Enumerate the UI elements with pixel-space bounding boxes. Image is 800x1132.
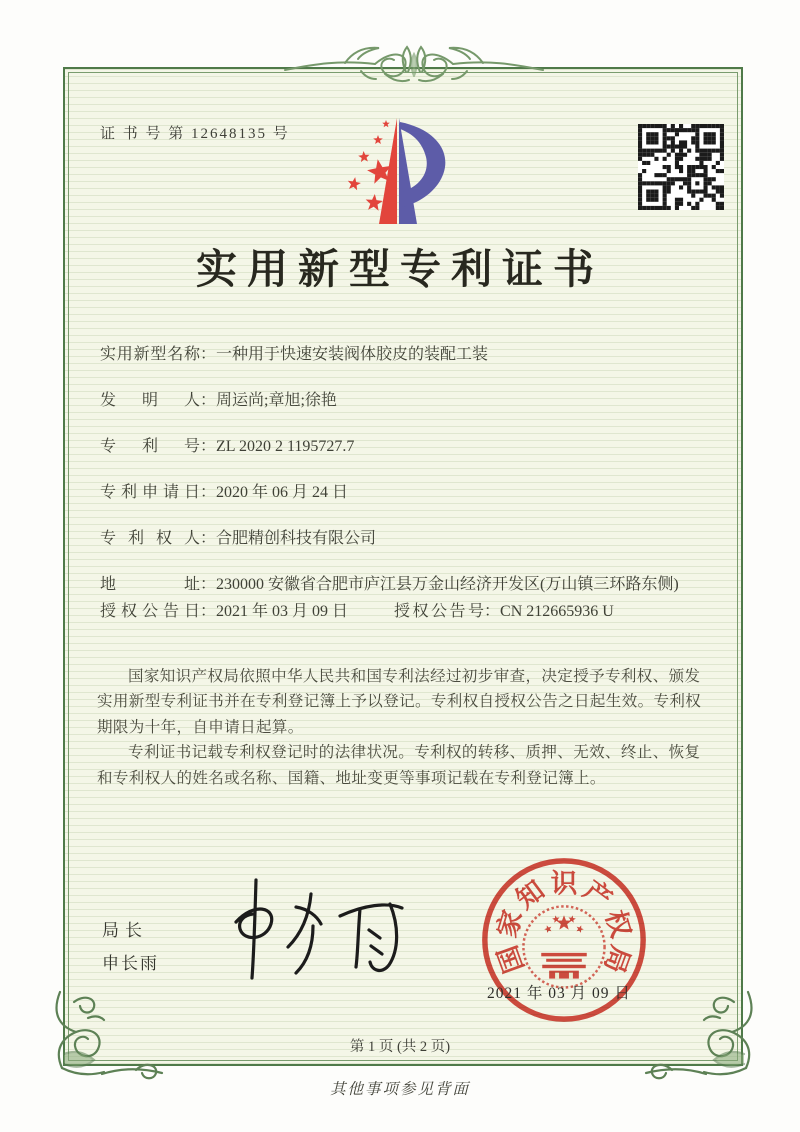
- field-row-name: [100, 341, 714, 368]
- grant-announcement-row: [100, 598, 714, 625]
- grant-number-group: [394, 598, 614, 625]
- colon: ：: [200, 603, 217, 620]
- field-value: 230000 安徽省合肥市庐江县万金山经济开发区(万山镇三环路东侧): [216, 576, 679, 593]
- field-row-filing-date: [100, 479, 714, 506]
- field-row-patent-no: [100, 433, 714, 460]
- signer-name: 申长雨: [102, 954, 159, 973]
- colon: ：: [200, 484, 217, 501]
- page-number: 第 1 页 (共 2 页): [349, 1039, 451, 1055]
- svg-text:知: 知: [510, 874, 550, 915]
- field-row-address: [100, 571, 714, 598]
- field-label: 授权公告号: [394, 603, 485, 620]
- field-row-inventors: [100, 387, 714, 414]
- colon: ：: [484, 603, 501, 620]
- legal-text: [97, 664, 713, 791]
- legal-paragraph-2: 专利证书记载专利权登记时的法律状况。专利权的转移、质押、无效、终止、恢复和专利权人的姓名或名称、国籍、地址变更等事项记载在专利登记簿上。: [97, 744, 701, 787]
- field-label: 地址: [100, 576, 200, 593]
- field-value: 周运尚;章旭;徐艳: [216, 392, 337, 409]
- seal-date: 2021 年 03 月 09 日: [487, 985, 631, 1002]
- grant-number-value: CN 212665936 U: [500, 603, 614, 620]
- field-label: 授权公告日: [100, 603, 200, 620]
- field-label: 专利申请日: [100, 484, 200, 501]
- qr-code: [638, 124, 724, 210]
- field-label: 发明人: [100, 392, 200, 409]
- colon: ：: [200, 576, 217, 593]
- field-label: 专利号: [100, 438, 200, 455]
- colon: ：: [200, 346, 217, 363]
- signer-title: 局长: [102, 921, 148, 940]
- legal-paragraph-1: 国家知识产权局依照中华人民共和国专利法经过初步审查，决定授予专利权、颁发实用新型专利证书并在专利登记簿上予以登记。专利权自授权公告之日起生效。专利权期限为十年，自申请日起算。: [97, 668, 702, 736]
- field-label: 实用新型名称: [100, 346, 200, 363]
- colon: ：: [200, 438, 217, 455]
- grant-date-value: 2021 年 03 月 09 日: [216, 603, 349, 620]
- back-side-note: 其他事项参见背面: [329, 1081, 470, 1098]
- cnipa-red-seal: [470, 846, 658, 1034]
- field-label: 专利权人: [100, 530, 200, 547]
- field-value: 一种用于快速安装阀体胶皮的装配工装: [216, 346, 489, 363]
- handwritten-signature-icon: [212, 874, 412, 984]
- certificate-number: 证 书 号 第 12648135 号: [100, 126, 290, 142]
- field-value: 2020 年 06 月 24 日: [216, 484, 349, 501]
- svg-text:权: 权: [599, 906, 637, 941]
- colon: ：: [200, 392, 217, 409]
- svg-text:局: 局: [598, 941, 636, 977]
- field-list: [100, 341, 714, 625]
- svg-text:识: 识: [550, 868, 578, 899]
- svg-text:国: 国: [492, 941, 530, 977]
- certificate-title: 实用新型专利证书: [196, 246, 604, 292]
- field-value: ZL 2020 2 1195727.7: [216, 438, 355, 455]
- svg-text:家: 家: [491, 906, 529, 941]
- field-value: 合肥精创科技有限公司: [216, 530, 377, 547]
- svg-text:产: 产: [578, 874, 618, 915]
- field-row-patentee: [100, 525, 714, 552]
- cnipa-logo-icon: [336, 110, 466, 232]
- colon: ：: [200, 530, 217, 547]
